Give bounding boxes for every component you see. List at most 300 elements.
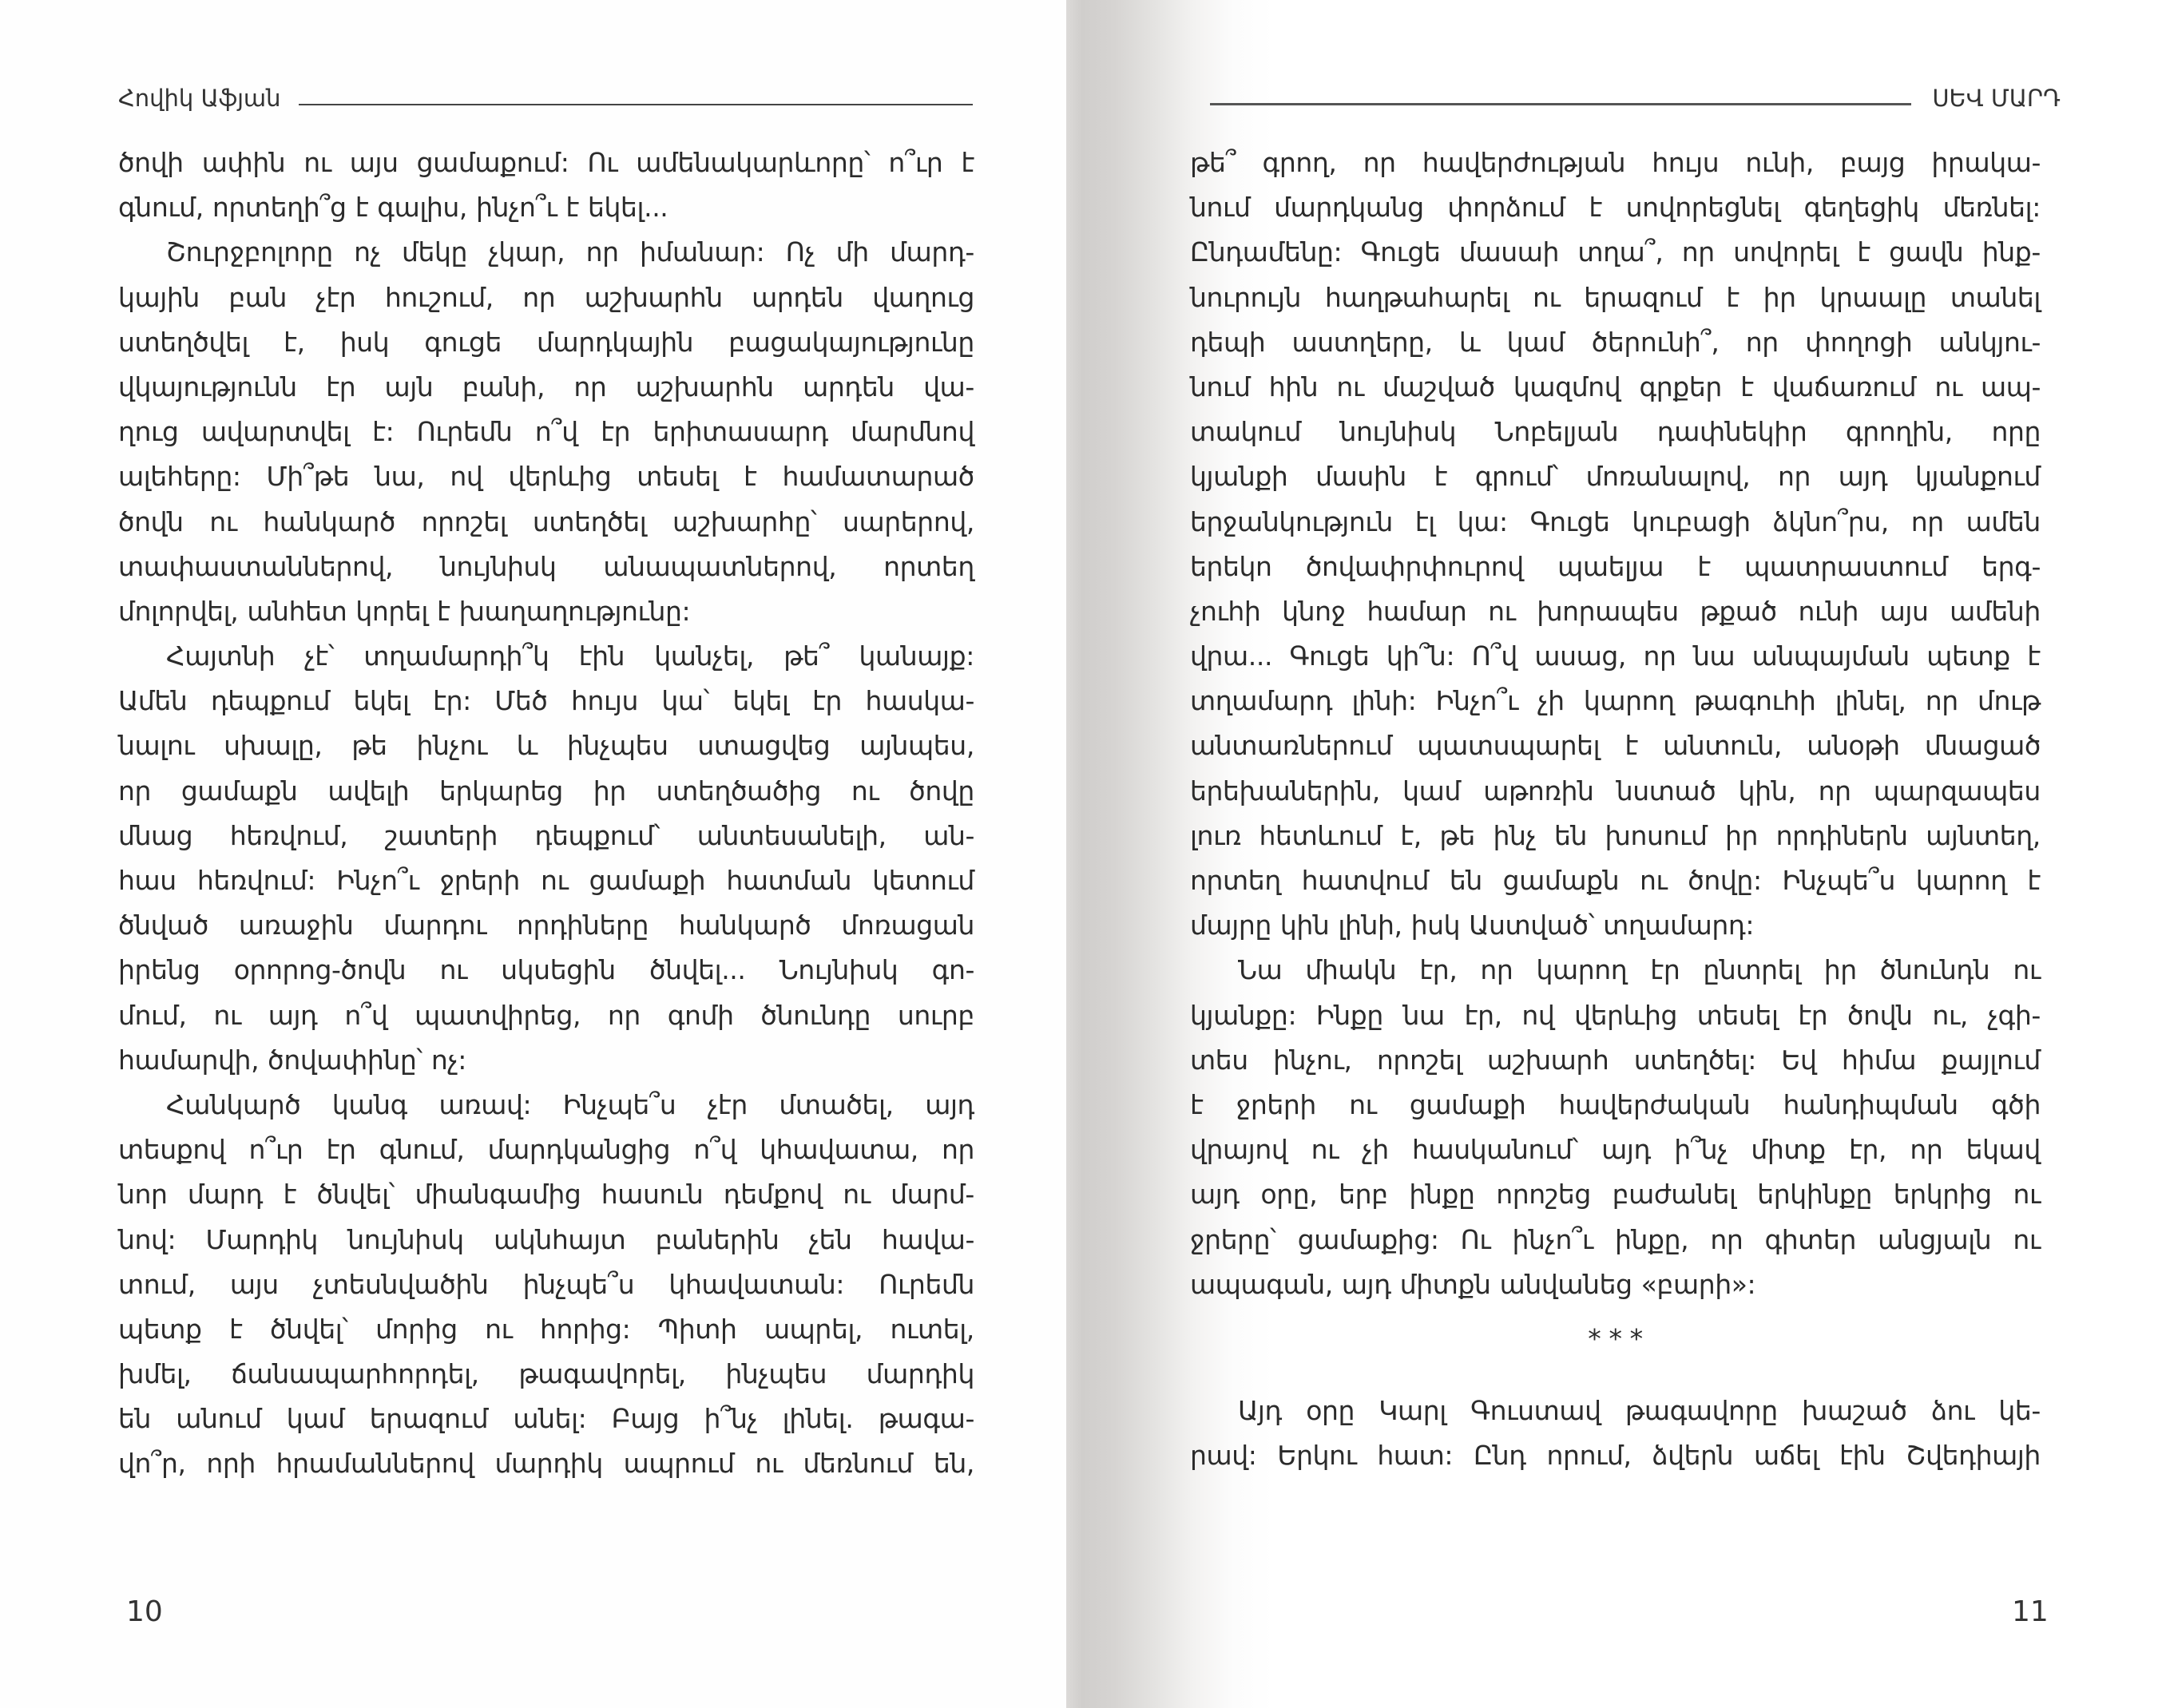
word: բայց xyxy=(1840,147,1906,178)
word: ծովն xyxy=(1847,999,1913,1031)
word: հին xyxy=(1268,371,1319,402)
word: որտեղ xyxy=(883,550,974,582)
word: ինք- xyxy=(1982,236,2041,268)
word: կուբացի xyxy=(1632,505,1751,537)
word: ինչպես xyxy=(725,1358,827,1390)
word: նում xyxy=(1190,192,1251,224)
text-line xyxy=(118,858,974,903)
word: մեռնել: xyxy=(1942,192,2041,224)
word: անկյու- xyxy=(1938,326,2041,358)
word: էին xyxy=(578,640,625,672)
text-line xyxy=(118,1441,974,1486)
word: միտք xyxy=(1751,1134,1826,1166)
word: երազում xyxy=(369,1403,489,1435)
right-body-text xyxy=(1190,141,2041,1478)
word: կամ xyxy=(1506,326,1565,358)
word: վա- xyxy=(923,371,974,402)
word: վկայությունն xyxy=(118,371,297,402)
word: է xyxy=(355,192,369,224)
word: մարդկանցից xyxy=(487,1134,671,1166)
word: իմանար: xyxy=(640,236,765,268)
word: և xyxy=(1459,326,1481,358)
text-line xyxy=(118,1083,974,1127)
text-line xyxy=(118,903,974,948)
word: ցամաքում: xyxy=(416,147,569,178)
word: Գուցե xyxy=(1360,236,1441,268)
word: համատարած xyxy=(782,461,974,493)
word: առավ: xyxy=(438,1088,532,1120)
word: չտեսնվածին xyxy=(312,1268,489,1300)
word: հրամաններով xyxy=(276,1448,474,1480)
word: որ xyxy=(941,1134,974,1166)
word: դափնեկիր xyxy=(1656,416,1807,448)
word: սովորել xyxy=(1733,236,1839,268)
text-line xyxy=(1190,723,2041,768)
word: ի՞նչ xyxy=(704,1403,758,1435)
word: անում xyxy=(176,1403,262,1435)
word: ո՞վ xyxy=(534,416,578,448)
word: որի xyxy=(206,1448,256,1480)
word: մեռնում xyxy=(803,1448,914,1480)
word: է xyxy=(1697,550,1711,582)
word: թքած xyxy=(1700,595,1777,627)
word: աշխարհ xyxy=(1486,1044,1609,1076)
word: կարող xyxy=(1583,685,1675,717)
word: չեն xyxy=(808,1223,852,1255)
text-line xyxy=(1190,320,2041,365)
word: Ինքը xyxy=(1315,999,1383,1031)
word: սկսեցին xyxy=(501,954,616,986)
word: ապագան, xyxy=(1190,1268,1333,1300)
word: որդիներն xyxy=(1775,819,1908,851)
word: թե՞ xyxy=(783,640,830,672)
word: Մի՞թե xyxy=(266,461,350,493)
word: էր, xyxy=(1848,1134,1887,1166)
word: են xyxy=(1449,865,1482,896)
word: նստած xyxy=(1616,775,1716,806)
word: պարզապես xyxy=(1873,775,2041,806)
word: նով: xyxy=(118,1223,177,1255)
text-line xyxy=(118,320,974,365)
word: անտուն, xyxy=(1663,730,1783,762)
word: ու xyxy=(843,1179,871,1211)
text-line xyxy=(118,500,974,545)
word: մարդու xyxy=(383,909,487,941)
word: որ xyxy=(1910,505,1944,537)
word: են xyxy=(1553,819,1587,851)
word: այդ xyxy=(268,999,318,1031)
word: կհավատան: xyxy=(668,1268,845,1300)
word: նուրույն xyxy=(1190,281,1302,313)
word: մնաց xyxy=(118,819,193,851)
word: ծնունդը xyxy=(760,999,871,1031)
word: ով xyxy=(1521,999,1555,1031)
text-line xyxy=(1190,679,2041,723)
word: պատսպարել xyxy=(1417,730,1601,762)
text-line xyxy=(1190,589,2041,634)
word: են, xyxy=(933,1448,974,1480)
word: Ընդ xyxy=(1473,1440,1526,1472)
word: չուհի xyxy=(1190,595,1261,627)
word: մասին xyxy=(1315,461,1406,493)
word: ու, xyxy=(1932,999,1968,1031)
word: Կարլ xyxy=(1379,1394,1446,1426)
word: կա: xyxy=(1457,505,1508,537)
text-line xyxy=(1190,948,2041,993)
word: եկել xyxy=(732,685,789,717)
word: հույս xyxy=(570,685,638,717)
word: ծովը xyxy=(909,775,974,806)
word: համար xyxy=(1367,595,1467,627)
word: Այդ xyxy=(1238,1394,1282,1426)
word: այդ xyxy=(1190,1179,1240,1211)
word: անտեսանելի, xyxy=(696,819,887,851)
word: տեսքով xyxy=(118,1134,226,1166)
word: երջանկություն xyxy=(1190,505,1393,537)
word: այդ xyxy=(1341,1268,1391,1300)
word: տղամարդի՞կ xyxy=(363,640,549,672)
word: ունի, xyxy=(1745,147,1814,178)
word: միակն xyxy=(1305,954,1397,986)
word: թե՞ xyxy=(1190,147,1236,178)
word: նույնիսկ xyxy=(347,1223,464,1255)
word: որ xyxy=(1777,461,1811,493)
word: տղա՞, xyxy=(1577,236,1664,268)
word: մարդկանց xyxy=(1274,192,1424,224)
word: իրենց xyxy=(118,954,200,986)
text-line xyxy=(118,769,974,814)
text-line xyxy=(118,185,974,230)
text-line xyxy=(118,275,974,320)
word: իսկ xyxy=(339,326,390,358)
text-line xyxy=(118,634,974,679)
word: ջրերի xyxy=(439,865,520,896)
word: լուռ xyxy=(1190,819,1242,851)
word: ձկնո՞րս, xyxy=(1772,505,1889,537)
word: ինչպե՞ս xyxy=(522,1268,635,1300)
word: տես xyxy=(1190,1044,1248,1076)
word: համարվի, xyxy=(118,1044,260,1076)
word: փորձում xyxy=(1447,192,1565,224)
word: հիմա xyxy=(1841,1044,1917,1076)
word: է xyxy=(1740,371,1754,402)
word: է: xyxy=(372,416,395,448)
word: ու xyxy=(303,147,331,178)
word: կյանքը: xyxy=(1190,999,1297,1031)
word: ավարտվել xyxy=(200,416,350,448)
word: և xyxy=(516,730,538,762)
text-line xyxy=(118,589,974,634)
word: էր xyxy=(811,685,843,717)
word: ինչու, xyxy=(1273,1044,1352,1076)
word: մոլորվել, xyxy=(118,595,239,627)
text-line xyxy=(1190,365,2041,410)
word: է xyxy=(961,147,974,178)
word: մարմնով xyxy=(851,416,974,448)
word: կրաալը xyxy=(1819,281,1927,313)
word: գեղեցիկ xyxy=(1803,192,1919,224)
text-line xyxy=(1190,1262,2041,1307)
word: շատերի xyxy=(384,819,498,851)
word: չգի- xyxy=(1987,999,2041,1031)
word: ստացվեց xyxy=(697,730,831,762)
running-head-author xyxy=(118,80,973,112)
word: գիտեր xyxy=(1764,1223,1857,1255)
word: կետում xyxy=(872,865,974,896)
word: տեսել xyxy=(637,461,719,493)
word: վաճառում xyxy=(1771,371,1917,402)
word: հասկանում՝ xyxy=(1411,1134,1578,1166)
word: Շվեդիայի xyxy=(1906,1440,2041,1472)
word: ջրերի xyxy=(1236,1088,1316,1120)
word: խաշած xyxy=(1802,1394,1907,1426)
word: Ինչպե՞ս xyxy=(1782,865,1896,896)
word: տեսել xyxy=(1696,999,1779,1031)
word: ավելի xyxy=(327,775,410,806)
word: կամ xyxy=(286,1403,345,1435)
word: է xyxy=(1434,461,1448,493)
text-line xyxy=(118,1218,974,1262)
word: կանգ xyxy=(331,1088,407,1120)
text-line xyxy=(118,723,974,768)
word: տափաստաններով, xyxy=(118,550,394,582)
word: ասաց, xyxy=(1534,640,1626,672)
word: Բայց xyxy=(611,1403,680,1435)
running-head-title xyxy=(1210,80,2061,112)
word: սարերով, xyxy=(843,505,974,537)
word: անտառներում xyxy=(1190,730,1393,762)
word: ջրերը՝ xyxy=(1190,1223,1276,1255)
word: ծնված xyxy=(118,909,209,941)
word: նալու xyxy=(118,730,195,762)
word: ցամաքն xyxy=(1502,865,1620,896)
word: հավերժական xyxy=(1558,1088,1751,1120)
word: երկարեց xyxy=(439,775,563,806)
word: վրա... xyxy=(1190,640,1273,672)
word: հանկարծ xyxy=(263,505,396,537)
text-line xyxy=(1190,1389,2041,1433)
word: կազմով xyxy=(1513,371,1621,402)
word: կին, xyxy=(1738,775,1796,806)
word: է xyxy=(2027,865,2041,896)
text-line xyxy=(1190,858,2041,903)
word: է xyxy=(1589,192,1603,224)
word: Ուրեմն xyxy=(879,1268,974,1300)
word: է xyxy=(2027,640,2041,672)
word: վրայով xyxy=(1190,1134,1288,1166)
word: է, xyxy=(284,326,305,358)
word: ամեն xyxy=(1966,505,2041,537)
text-line xyxy=(118,1397,974,1441)
word: էր: xyxy=(432,685,471,717)
word: ծովափինը՝ xyxy=(268,1044,422,1076)
word: ունի xyxy=(1798,595,1859,627)
word: այդ xyxy=(925,1088,974,1120)
word: հատ: xyxy=(1377,1440,1454,1472)
word: լինել, xyxy=(1835,685,1906,717)
word: իր xyxy=(1725,819,1759,851)
word: որ xyxy=(573,371,607,402)
word: տակում xyxy=(1190,416,1301,448)
word: կյանքի xyxy=(1190,461,1288,493)
word: երազում xyxy=(1584,281,1703,313)
word: այդ xyxy=(1601,1134,1651,1166)
word: ցամաքի xyxy=(1409,1088,1526,1120)
word: օրը xyxy=(1306,1394,1355,1426)
word: դեպի xyxy=(1190,326,1266,358)
word: կային xyxy=(118,281,200,313)
word: մարդ- xyxy=(890,236,974,268)
word: խաղաղությունը: xyxy=(458,595,691,627)
word: ու xyxy=(209,505,237,537)
word: որտեղ xyxy=(1190,865,1281,896)
word: չկար, xyxy=(488,236,565,268)
word: որ xyxy=(1480,954,1513,986)
text-line xyxy=(1190,1218,2041,1262)
word: ան- xyxy=(923,819,974,851)
word: պաելյա xyxy=(1557,550,1664,582)
word: ակնհայտ xyxy=(494,1223,626,1255)
word: մարդիկ xyxy=(494,1448,603,1480)
word: կանչել, xyxy=(654,640,755,672)
text-line xyxy=(118,948,974,993)
word: կանայք: xyxy=(859,640,974,672)
word: ամենակարևորը՝ xyxy=(636,147,871,178)
text-line xyxy=(1190,1038,2041,1083)
word: մոռացան xyxy=(841,909,974,941)
word: կարող xyxy=(1536,954,1628,986)
word: Ու xyxy=(1460,1223,1491,1255)
word: իր xyxy=(1763,281,1796,313)
word: Շուրջբոլորը xyxy=(166,236,333,268)
word: հավերժության xyxy=(1422,147,1626,178)
word: ծնվել՝ xyxy=(270,1313,348,1345)
word: ստեղծել xyxy=(532,505,647,537)
word: ու xyxy=(1311,1134,1339,1166)
word: հաղթահարել xyxy=(1324,281,1509,313)
word: մտածել, xyxy=(779,1088,894,1120)
word: ու xyxy=(1349,1088,1377,1120)
word: գո- xyxy=(931,954,974,986)
word: չի xyxy=(1362,1134,1389,1166)
word: հույս xyxy=(1652,147,1720,178)
word: վո՞ր, xyxy=(118,1448,186,1480)
word: որ xyxy=(1910,1134,1943,1166)
word: ու xyxy=(213,999,241,1031)
word: ու xyxy=(439,954,467,986)
word: ու xyxy=(485,1313,513,1345)
word: դեպքում՝ xyxy=(534,819,661,851)
word: որ xyxy=(585,236,619,268)
word: թագուհի xyxy=(1693,685,1816,717)
word: ցավն xyxy=(1889,236,1964,268)
word: մարդկային xyxy=(537,326,694,358)
word: ու xyxy=(2013,1179,2041,1211)
word: վերևից xyxy=(1574,999,1678,1031)
word: ստեղծվել xyxy=(118,326,249,358)
word: հանկարծ xyxy=(678,909,811,941)
text-line xyxy=(118,545,974,589)
word: երեկո xyxy=(1190,550,1272,582)
word: են xyxy=(118,1403,152,1435)
word: է xyxy=(229,1313,243,1345)
word: ծովափրփուրով xyxy=(1305,550,1524,582)
word: այն xyxy=(384,371,434,402)
word: գոմի xyxy=(667,999,734,1031)
word: հուշում, xyxy=(384,281,494,313)
header-rule xyxy=(1210,103,1911,105)
word: որոշեց xyxy=(1496,1179,1591,1211)
word: ընտրել xyxy=(1703,954,1801,986)
word: ինչ xyxy=(1493,819,1537,851)
word: անօթի xyxy=(1807,730,1900,762)
word: ո՞վ xyxy=(344,999,388,1031)
word: կին xyxy=(1279,909,1330,941)
word: փողոցի xyxy=(1805,326,1913,358)
word: հեռվում, xyxy=(229,819,348,851)
text-line xyxy=(118,1262,974,1307)
word: էր, xyxy=(1419,954,1458,986)
word: ապրում xyxy=(623,1448,735,1480)
word: պետք xyxy=(118,1313,202,1345)
word: երբ xyxy=(1339,1179,1388,1211)
word: ինքը, xyxy=(1614,1223,1689,1255)
word: կնոջ xyxy=(1282,595,1346,627)
word: Նա xyxy=(1238,954,1283,986)
text-line xyxy=(1190,1433,2041,1478)
word: ցամաքի xyxy=(589,865,706,896)
word: ու xyxy=(755,1448,783,1480)
word: ինչու xyxy=(416,730,487,762)
word: նույնիսկ xyxy=(1339,416,1457,448)
word: ղուց xyxy=(118,416,179,448)
word: ծնունդն xyxy=(1879,954,1990,986)
word: կամ xyxy=(1402,775,1461,806)
text-line xyxy=(118,1127,974,1172)
word: որ xyxy=(1643,640,1676,672)
text-line xyxy=(118,679,974,723)
word: նոր xyxy=(118,1179,168,1211)
word: թագավորը xyxy=(1624,1394,1778,1426)
word: գրողին, xyxy=(1845,416,1953,448)
word: մարդ xyxy=(187,1179,264,1211)
word: թագա- xyxy=(878,1403,974,1435)
word: ոչ xyxy=(354,236,381,268)
word: հասկա- xyxy=(865,685,974,717)
word: որ xyxy=(118,775,152,806)
word: ու xyxy=(1532,281,1561,313)
word: եկել... xyxy=(588,192,668,224)
word: Պիտի xyxy=(657,1313,737,1345)
word: Ու xyxy=(587,147,618,178)
word: տում, xyxy=(118,1268,196,1300)
word: ցամաքն xyxy=(180,775,298,806)
word: Գուցե xyxy=(1529,505,1610,537)
word: ապրել, xyxy=(764,1313,863,1345)
word: է xyxy=(1857,236,1870,268)
word: որ xyxy=(1925,685,1958,717)
word: վերևից xyxy=(508,461,612,493)
word: է xyxy=(436,595,450,627)
word: այս xyxy=(349,147,399,178)
word: եկել xyxy=(353,685,410,717)
left-page xyxy=(0,0,1066,1708)
word: երիտասարդ xyxy=(653,416,828,448)
word: էին xyxy=(1839,1440,1886,1472)
word: ինչո՞ւ xyxy=(476,192,557,224)
word: անվանեց xyxy=(1499,1268,1632,1300)
right-page xyxy=(1066,0,2162,1708)
